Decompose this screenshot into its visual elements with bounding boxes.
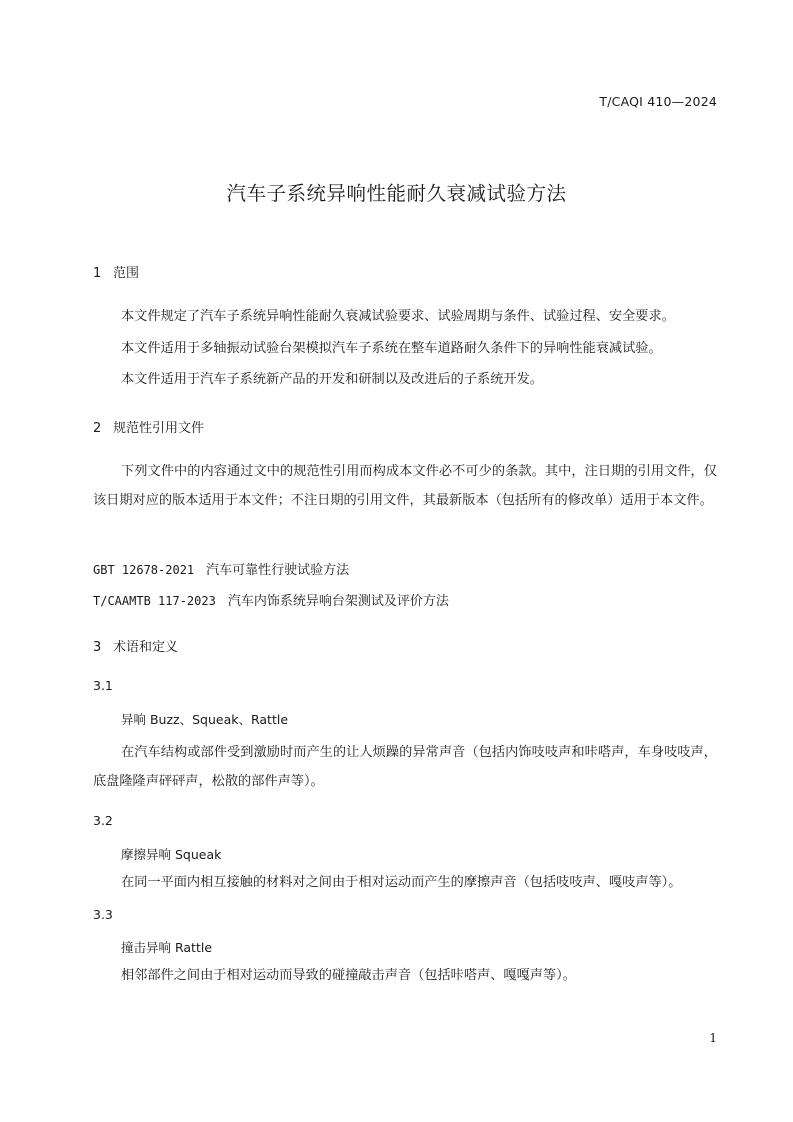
page-number: 1 (709, 1031, 717, 1045)
term-definition: 在汽车结构或部件受到激励时而产生的让人烦躁的异常声音（包括内饰吱吱声和咔嗒声，车身吱吱声，底盘隆隆声砰砰声，松散的部件声等）。 (93, 745, 717, 789)
section-number: 3 (93, 640, 102, 655)
term-number: 3.1 (93, 678, 113, 693)
normative-intro: 下列文件中的内容通过文中的规范性引用而构成本文件必不可少的条款。其中，注日期的引用文件，仅该日期对应的版本适用于本文件；不注日期的引用文件，其最新版本（包括所有的修改单）适用于本文件。 (93, 464, 717, 508)
section-heading-scope (93, 262, 139, 281)
term-definition: 相邻部件之间由于相对运动而导致的碰撞敲击声音（包括咔嗒声、嘎嘎声等）。 (121, 968, 576, 983)
section-number: 2 (93, 421, 102, 436)
term-name: 撞击异响 Rattle (121, 940, 213, 955)
section-heading-normative (93, 417, 204, 436)
term-number: 3.3 (93, 907, 113, 922)
reference-name: 汽车可靠性行驶试验方法 (206, 563, 350, 578)
section-title: 术语和定义 (113, 640, 179, 655)
term-name: 异响 Buzz、Squeak、Rattle (121, 712, 289, 727)
reference-item (93, 559, 349, 578)
reference-code: T/CAAMTB 117-2023 (93, 594, 216, 608)
term-definition: 在同一平面内相互接触的材料对之间由于相对运动而产生的摩擦声音（包括吱吱声、嘎吱声等）。 (121, 875, 682, 890)
scope-paragraph: 本文件适用于多轴振动试验台架模拟汽车子系统在整车道路耐久条件下的异响性能衰减试验。 (121, 341, 662, 356)
scope-paragraph: 本文件规定了汽车子系统异响性能耐久衰减试验要求、试验周期与条件、试验过程、安全要求。 (121, 309, 675, 324)
document-title: 汽车子系统异响性能耐久衰减试验方法 (226, 182, 567, 205)
term-number: 3.2 (93, 813, 113, 828)
section-number: 1 (93, 266, 102, 281)
reference-name: 汽车内饰系统异响台架测试及评价方法 (227, 594, 449, 609)
reference-code: GBT 12678-2021 (93, 563, 195, 577)
section-title: 规范性引用文件 (113, 421, 205, 436)
term-name: 摩擦异响 Squeak (121, 847, 222, 862)
standard-code: T/CAQI 410—2024 (599, 94, 717, 109)
section-heading-terms (93, 636, 178, 655)
reference-item (93, 590, 449, 609)
section-title: 范围 (113, 266, 140, 281)
scope-paragraph: 本文件适用于汽车子系统新产品的开发和研制以及改进后的子系统开发。 (121, 372, 543, 387)
